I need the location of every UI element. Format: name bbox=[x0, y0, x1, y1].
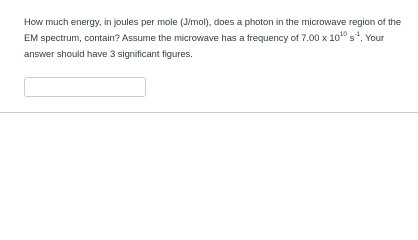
divider bbox=[0, 112, 418, 113]
answer-input[interactable] bbox=[24, 77, 146, 97]
question-text-part-3: . Your answer should have 3 significant figures. bbox=[24, 32, 385, 59]
question-text-part-2: s bbox=[347, 32, 355, 43]
question-text bbox=[24, 14, 406, 62]
frequency-exponent: 10 bbox=[339, 30, 348, 38]
question-text-part-1: How much energy, in joules per mole (J/mol), does a photon in the microwave region of the EM spectrum, contain? Assume the microwave has a frequency of 7.00 x 10 bbox=[24, 16, 402, 43]
unit-exponent: -1 bbox=[354, 30, 361, 38]
